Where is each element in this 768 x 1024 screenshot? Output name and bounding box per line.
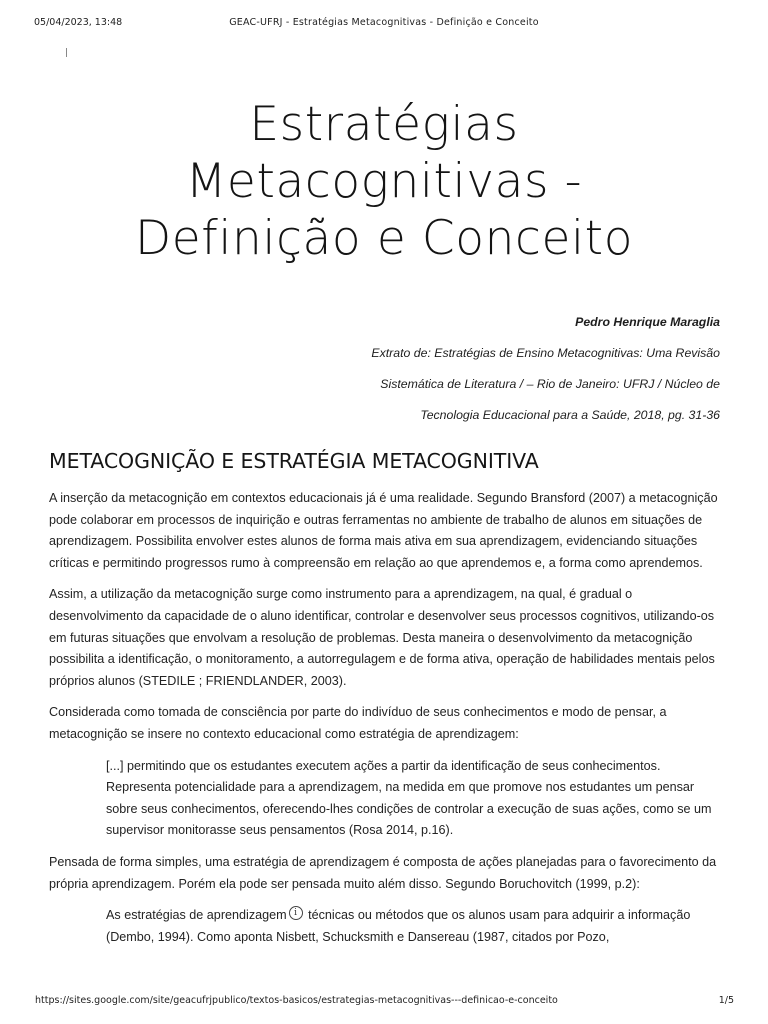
print-page-title: GEAC-UFRJ - Estratégias Metacognitivas - Definição e Conceito	[229, 17, 539, 28]
attribution-block	[160, 312, 720, 436]
section-heading: METACOGNIÇÃO E ESTRATÉGIA METACOGNITIVA	[49, 449, 539, 473]
citation-line-1: Extrato de: Estratégias de Ensino Metacognitivas: Uma Revisão	[371, 346, 720, 360]
footer-url: https://sites.google.com/site/geacufrjpublico/textos-basicos/estrategias-metacognitivas---definicao-e-conceito	[35, 995, 558, 1006]
paragraph-3: Considerada como tomada de consciência por parte do indivíduo de seus conhecimentos e modo de pensar, a metacognição se insere no contexto educacional como estratégia de aprendizagem:	[49, 705, 667, 741]
paragraph-1: A inserção da metacognição em contextos educacionais já é uma realidade. Segundo Bransford (2007) a metacognição pode colaborar em processos de inquirição e outras ferramentas no ambiente de trabalho de alunos em situações de aprendizagem. Possibilita envolver estes alunos de forma mais ativa em sua aprendizagem, evidenciando situações críticas e permitindo progressos rumo à compreensão em relação ao que aprendemos e, a forma como aprendemos.	[49, 491, 718, 570]
block-quote-2-rest: técnicas ou métodos que os alunos usam para adquirir a informação (Dembo, 1994). Como aponta Nisbett, Schucksmith e Dansereau (1987, citados por Pozo,	[106, 908, 691, 944]
block-quote-2-start: As estratégias de aprendizagem	[106, 908, 287, 923]
page-title	[60, 96, 708, 267]
print-datetime: 05/04/2023, 13:48	[34, 17, 123, 28]
block-quote-1: [...] permitindo que os estudantes executem ações a partir da identificação de seus conhecimentos. Representa potencialidade para a aprendizagem, na medida em que promove nos estudantes um pensar sobre seus conhecimentos, oferecendo-lhes condições de controlar a execução de suas ações, como se um supervisor monitorasse seus pensamentos (Rosa 2014, p.16).	[106, 758, 712, 838]
author-name: Pedro Henrique Maraglia	[575, 315, 720, 329]
print-footer	[0, 995, 768, 1009]
paragraph-2: Assim, a utilização da metacognição surge como instrumento para a aprendizagem, na qual, é gradual o desenvolvimento da capacidade de o aluno identificar, controlar e desenvolver seus processos cognitivos, utilizando-os em futuras situações que envolvam a resolução de problemas. Desta maneira o desenvolvimento da metacognição possibilita a identificação, o monitoramento, a autorregulagem e de forma ativa, operação de habilidades mentais pelos próprios alunos (STEDILE ; FRIENDLANDER, 2003).	[49, 587, 715, 688]
page-title-line-1: Estratégias	[249, 97, 519, 152]
paragraph-4: Pensada de forma simples, uma estratégia de aprendizagem é composta de ações planejadas para o favorecimento da própria aprendizagem. Porém ela pode ser pensada muito além disso. Segundo Boruchovitch (1999, p.2):	[49, 854, 717, 891]
block-quote-2	[106, 905, 718, 948]
page-title-line-3: Definição e Conceito	[134, 211, 634, 266]
article-body	[49, 488, 725, 958]
page-title-line-2: Metacognitivas -	[185, 154, 583, 209]
citation-line-3: Tecnologia Educacional para a Saúde, 2018, pg. 31-36	[420, 408, 720, 422]
citation-line-2: Sistemática de Literatura / – Rio de Janeiro: UFRJ / Núcleo de	[380, 377, 720, 391]
text-cursor	[66, 48, 67, 57]
print-header	[0, 17, 768, 31]
page-number: 1/5	[718, 995, 734, 1006]
info-icon[interactable]: i	[289, 906, 303, 920]
